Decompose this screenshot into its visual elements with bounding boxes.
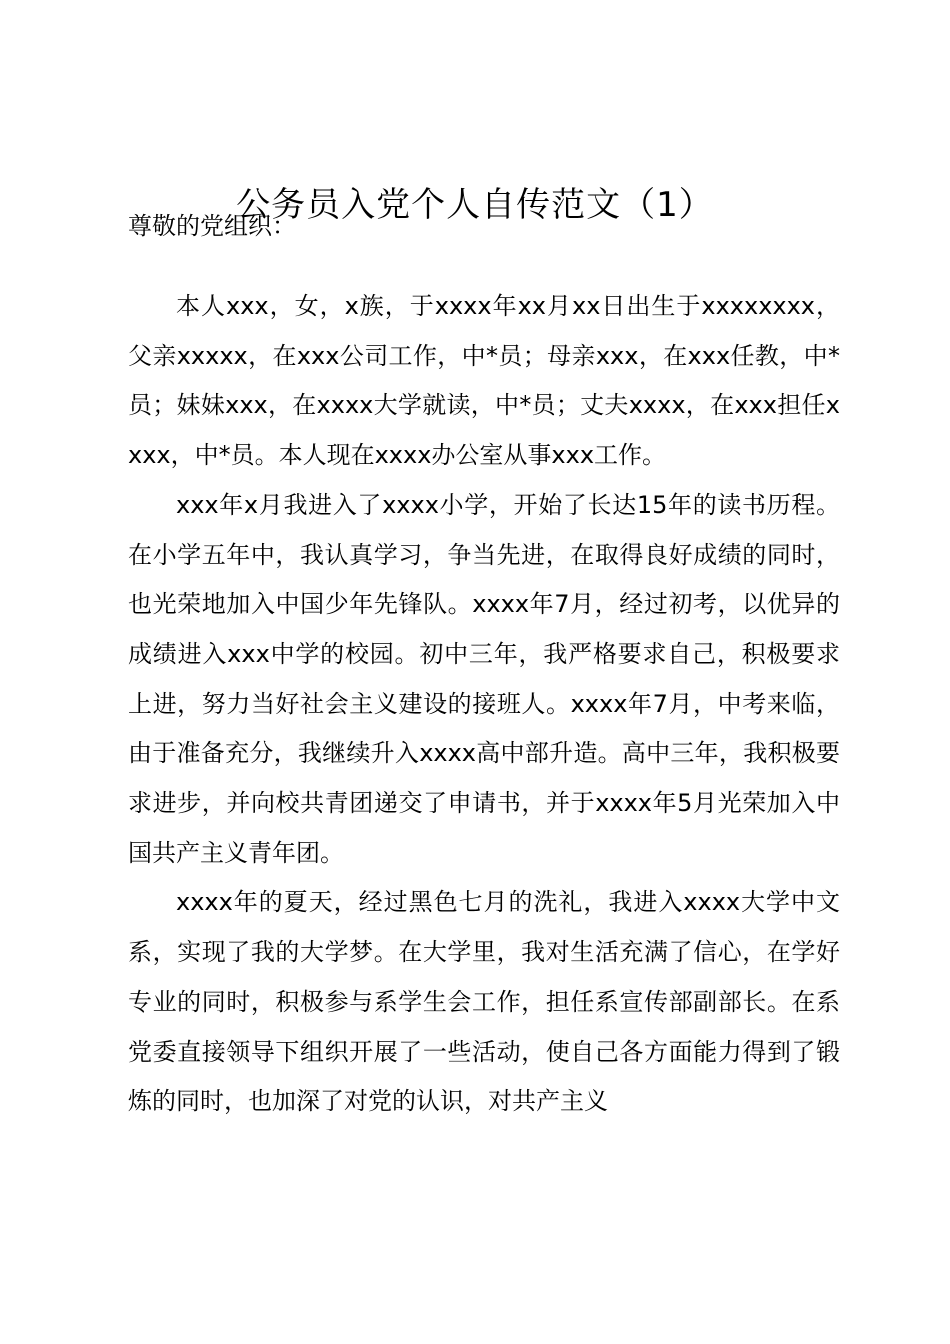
document-title: 公务员入党个人自传范文（1） xyxy=(236,185,714,225)
paragraph-education: xxx年x月我进入了xxxx小学，开始了长达15年的读书历程。在小学五年中，我认真学习，争当先进，在取得良好成绩的同时，也光荣地加入中国少年先锋队。xxxx年7月，经过初考，以优异的成绩进入xxx中学的校园。初中三年，我严格要求自己，积极要求上进，努力当好社会主义建设的接班人。xxxx年7月，中考来临，由于准备充分，我继续升入xxxx高中部升造。高中三年，我积极要求进步，并向校共青团递交了申请书，并于xxxx年5月光荣加入中国共产主义青年团。 xyxy=(128,490,840,867)
paragraph-family: 本人xxx，女，x族，于xxxx年xx月xx日出生于xxxxxxxx，父亲xxxxx，在xxx公司工作，中*员；母亲xxx，在xxx任教，中*员；妹妹xxx，在xxxx大学就读，中*员；丈夫xxxx，在xxx担任xxxx，中*员。本人现在xxxx办公室从事xxx工作。 xyxy=(128,292,840,470)
salutation: 尊敬的党组织： xyxy=(128,212,296,240)
paragraph-university: xxxx年的夏天，经过黑色七月的洗礼，我进入xxxx大学中文系，实现了我的大学梦。在大学里，我对生活充满了信心，在学好专业的同时，积极参与系学生会工作，担任系宣传部副部长。在系党委直接领导下组织开展了一些活动，使自己各方面能力得到了锻炼的同时，也加深了对党的认识，对共产主义 xyxy=(128,888,840,1116)
document-body xyxy=(128,282,840,1127)
